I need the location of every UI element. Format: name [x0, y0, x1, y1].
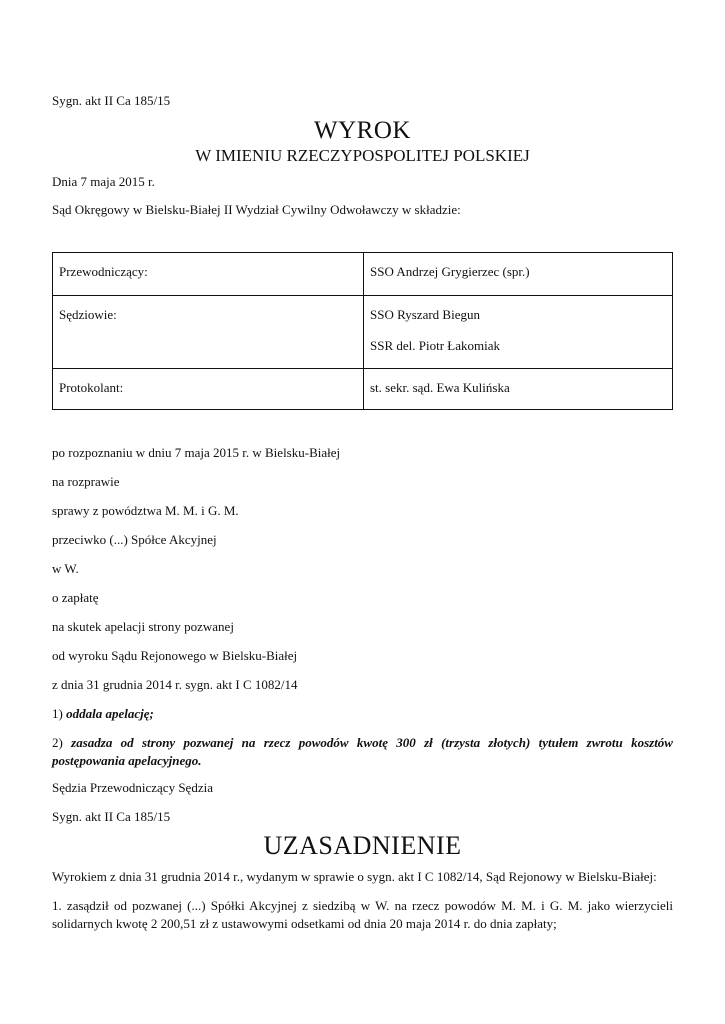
- clerk-value: st. sekr. sąd. Ewa Kulińska: [364, 369, 673, 410]
- document-subtitle: W IMIENIU RZECZYPOSPOLITEJ POLSKIEJ: [195, 146, 530, 165]
- proceedings-line: z dnia 31 grudnia 2014 r. sygn. akt I C 1082/14: [52, 677, 298, 692]
- judge-name: SSO Ryszard Biegun: [370, 307, 480, 322]
- justification-point-1: 1. zasądził od pozwanej (...) Spółki Akcyjnej z siedzibą w W. na rzecz powodów M. M. i G. M. jako wierzycieli solidarnych kwotę 2 200,51 zł z ustawowymi odsetkami od dnia 20 maja 2014 r. do dnia zapłaty;: [52, 898, 673, 931]
- proceedings-line: po rozpoznaniu w dniu 7 maja 2015 r. w Bielsku-Białej: [52, 445, 341, 460]
- ruling-item-text: oddala apelację;: [66, 706, 154, 721]
- ruling-item-number: 1): [52, 706, 67, 721]
- justification-intro: Wyrokiem z dnia 31 grudnia 2014 r., wydanym w sprawie o sygn. akt I C 1082/14, Sąd Rejonowy w Bielsku-Białej:: [52, 869, 657, 884]
- case-number: Sygn. akt II Ca 185/15: [52, 93, 171, 108]
- proceedings-line: od wyroku Sądu Rejonowego w Bielsku-Białej: [52, 648, 298, 663]
- case-number-repeat: Sygn. akt II Ca 185/15: [52, 809, 171, 824]
- proceedings-line: na rozprawie: [52, 474, 120, 489]
- ruling-item-2: [52, 734, 673, 769]
- proceedings-line: o zapłatę: [52, 590, 99, 605]
- proceedings-line: sprawy z powództwa M. M. i G. M.: [52, 503, 239, 518]
- ruling-date: Dnia 7 maja 2015 r.: [52, 174, 155, 189]
- court-composition: Sąd Okręgowy w Bielsku-Białej II Wydział Cywilny Odwoławczy w składzie:: [52, 202, 461, 217]
- bench-row-clerk: [53, 369, 673, 410]
- bench-row-judges: [53, 296, 673, 369]
- bench-row-presiding: [53, 253, 673, 296]
- judges-value: [364, 296, 673, 369]
- document-title: WYROK: [314, 117, 411, 144]
- proceedings-line: przeciwko (...) Spółce Akcyjnej: [52, 532, 217, 547]
- judges-label: Sędziowie:: [53, 296, 364, 369]
- bench-table: [52, 252, 673, 410]
- ruling-item-text: zasadza od strony pozwanej na rzecz powodów kwotę 300 zł (trzysta złotych) tytułem zwrotu kosztów postępowania apelacyjnego.: [52, 735, 673, 768]
- proceedings-line: na skutek apelacji strony pozwanej: [52, 619, 234, 634]
- presiding-value: SSO Andrzej Grygierzec (spr.): [364, 253, 673, 296]
- signatures: Sędzia Przewodniczący Sędzia: [52, 780, 213, 795]
- ruling-item-number: 2): [52, 735, 72, 750]
- presiding-label: Przewodniczący:: [53, 253, 364, 296]
- ruling-item-1: [52, 705, 154, 723]
- proceedings-line: w W.: [52, 561, 79, 576]
- clerk-label: Protokolant:: [53, 369, 364, 410]
- judge-name: SSR del. Piotr Łakomiak: [370, 337, 500, 353]
- justification-title: UZASADNIENIE: [263, 831, 462, 860]
